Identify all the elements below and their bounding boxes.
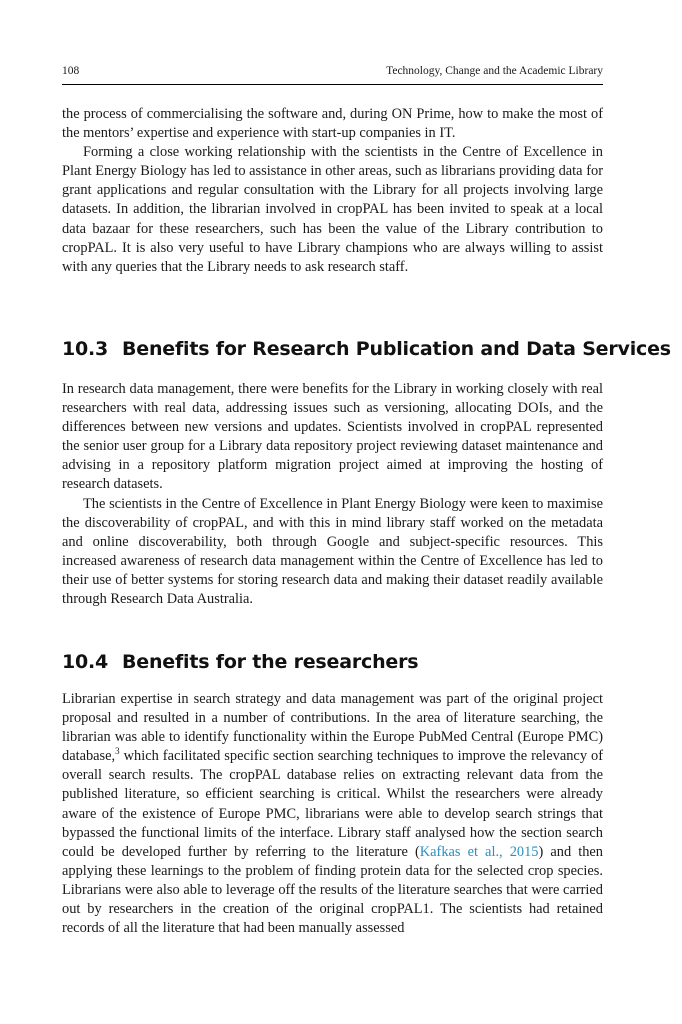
section-heading-10-4 [62, 650, 622, 674]
text-run: Librarian expertise in search strategy and data management was part of the original project proposal and resulted in a number of contributions. In the area of literature searching, the librarian was able to identify functionality within the Europe PubMed Central (Europe PMC) database, [62, 691, 603, 765]
running-head [62, 64, 603, 78]
section-10-4-text [62, 690, 603, 938]
section-number: 10.3 [62, 338, 109, 360]
header-rule [62, 84, 603, 85]
paragraph: Forming a close working relationship with the scientists in the Centre of Excellence in Plant Energy Biology has led to assistance in other areas, such as librarians providing data for grant applications and regular consultation with the Library for all projects involving large datasets. In addition, the librarian involved in cropPAL has been invited to speak at a local data bazaar for these researchers, such has been the value of the Library contribution to cropPAL. It is also very useful to have Library champions who are always willing to assist with any queries that the Library needs to ask research staff. [62, 144, 603, 275]
paragraph [62, 690, 603, 938]
section-number: 10.4 [62, 651, 109, 673]
section-heading-10-3 [62, 337, 671, 361]
section-title: Benefits for Research Publication and Data Services [122, 338, 671, 360]
paragraph: The scientists in the Centre of Excellence in Plant Energy Biology were keen to maximise the discoverability of cropPAL, and with this in mind library staff worked on the metadata and online discoverability, both through Google and subject-specific resources. This increased awareness of research data management within the Centre of Excellence has led to their use of better systems for storing research data and making their dataset readily available through Research Data Australia. [62, 495, 603, 608]
page-number: 108 [62, 65, 80, 77]
paragraph: the process of commercialising the software and, during ON Prime, how to make the most of the mentors’ expertise and experience with start-up companies in IT. [62, 106, 603, 142]
text-run: ) and then applying these learnings to the problem of finding protein data for the selected crop species. Librarians were also able to leverage off the results of the literature searches that were carried out by researchers in the creation of the original cropPAL1. The scientists had retained records of all the literature that had been manually assessed [62, 843, 603, 937]
paragraph: In research data management, there were benefits for the Library in working closely with real researchers with real data, addressing issues such as versioning, allocating DOIs, and the differences between new versions and updates. Scientists involved in cropPAL represented the senior user group for a Library data repository project reviewing dataset maintenance and advising in a repository platform migration project aimed at improving the hosting of research datasets. [62, 381, 603, 493]
text-run: which facilitated specific section searching techniques to improve the relevancy of overall search results. The cropPAL database relies on extracting relevant data from the published literature, so efficient searching is critical. Whilst the researchers were already aware of the existence of Europe PMC, librarians were able to develop search strings that bypassed the functional limits of the interface. Library staff analysed how the section search could be developed further by referring to the literature ( [62, 748, 603, 860]
section-title: Benefits for the researchers [122, 651, 419, 673]
intro-text [62, 105, 603, 277]
citation-link[interactable]: Kafkas et al., 2015 [419, 843, 539, 860]
running-title: Technology, Change and the Academic Library [386, 65, 603, 77]
footnote-marker[interactable]: 3 [115, 746, 120, 757]
section-10-3-text [62, 380, 603, 609]
